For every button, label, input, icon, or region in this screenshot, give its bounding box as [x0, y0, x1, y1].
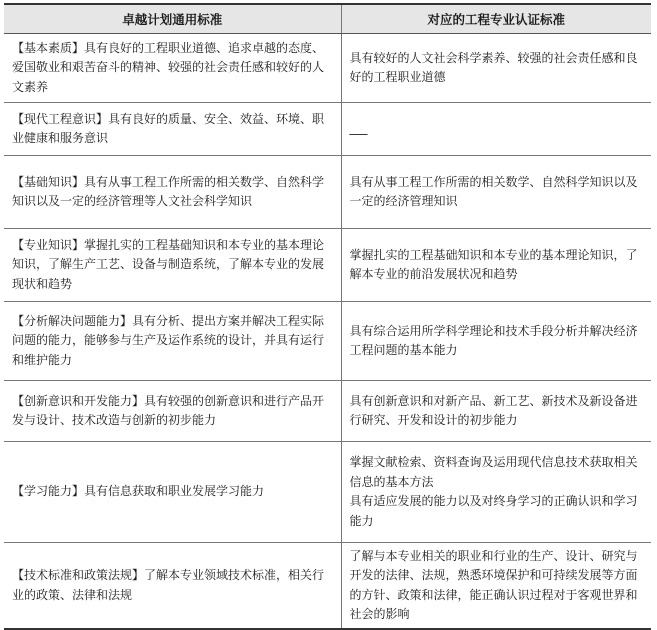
table-row	[4, 442, 651, 543]
certification-text: 具有较好的人文社会科学素养、较强的社会责任感和良好的工程职业道德	[349, 50, 638, 84]
certification-text: 掌握扎实的工程基础知识和本专业的基本理论知识，了解本专业的前沿发展状况和趋势	[349, 247, 638, 281]
table-row	[4, 156, 651, 229]
general-standard-cell: 【学习能力】具有信息获取和职业发展学习能力	[4, 442, 341, 543]
certification-text: 了解与本专业相关的职业和行业的生产、设计、研究与开发的法律、法规，熟悉环境保护和可持续发展等方面的方针、政策和法律，能正确认识过程对于客观世界和社会的影响	[349, 548, 638, 621]
table-row	[4, 229, 651, 302]
column-header-general-standard: 卓越计划通用标准	[4, 4, 341, 34]
certification-standard-cell	[341, 156, 651, 229]
certification-text: 具有适应发展的能力以及对终身学习的正确认识和学习能力	[349, 494, 638, 528]
standards-comparison-table	[4, 3, 651, 630]
general-standard-cell: 【现代工程意识】具有良好的质量、安全、效益、环境、职业健康和服务意识	[4, 103, 341, 156]
certification-standard-cell	[341, 103, 651, 156]
certification-standard-cell	[341, 34, 651, 103]
certification-standard-cell	[341, 381, 651, 442]
table-row	[4, 34, 651, 103]
general-standard-cell: 【技术标准和政策法规】了解本专业领域技术标准，相关行业的政策、法律和法规	[4, 543, 341, 630]
column-header-certification-standard: 对应的工程专业认证标准	[341, 4, 651, 34]
certification-text: 具有从事工程工作所需的相关数学、自然科学知识以及一定的经济管理知识	[349, 174, 638, 208]
general-standard-cell: 【基本素质】具有良好的工程职业道德、追求卓越的态度、爱国敬业和艰苦奋斗的精神、较强的社会责任感和较好的人文素养	[4, 34, 341, 103]
certification-standard-cell	[341, 543, 651, 630]
table-row	[4, 302, 651, 381]
table-row	[4, 381, 651, 442]
certification-text: 掌握文献检索、资料查询及运用现代信息技术获取相关信息的基本方法	[349, 455, 638, 489]
table-header-row	[4, 4, 651, 34]
general-standard-cell: 【创新意识和开发能力】具有较强的创新意识和进行产品开发与设计、技术改造与创新的初步能力	[4, 381, 341, 442]
general-standard-cell: 【分析解决问题能力】具有分析、提出方案并解决工程实际问题的能力，能够参与生产及运作系统的设计，并具有运行和维护能力	[4, 302, 341, 381]
general-standard-cell: 【专业知识】掌握扎实的工程基础知识和本专业的基本理论知识，了解生产工艺、设备与制造系统，了解本专业的发展现状和趋势	[4, 229, 341, 302]
certification-standard-cell	[341, 442, 651, 543]
certification-text: 具有创新意识和对新产品、新工艺、新技术及新设备进行研究、开发和设计的初步能力	[349, 393, 638, 427]
table-row	[4, 103, 651, 156]
certification-standard-cell	[341, 229, 651, 302]
certification-text: 具有综合运用所学科学理论和技术手段分析并解决经济工程问题的基本能力	[349, 323, 638, 357]
certification-text: ___	[349, 121, 368, 136]
table-row	[4, 543, 651, 630]
general-standard-cell: 【基础知识】具有从事工程工作所需的相关数学、自然科学知识以及一定的经济管理等人文社会科学知识	[4, 156, 341, 229]
certification-standard-cell	[341, 302, 651, 381]
